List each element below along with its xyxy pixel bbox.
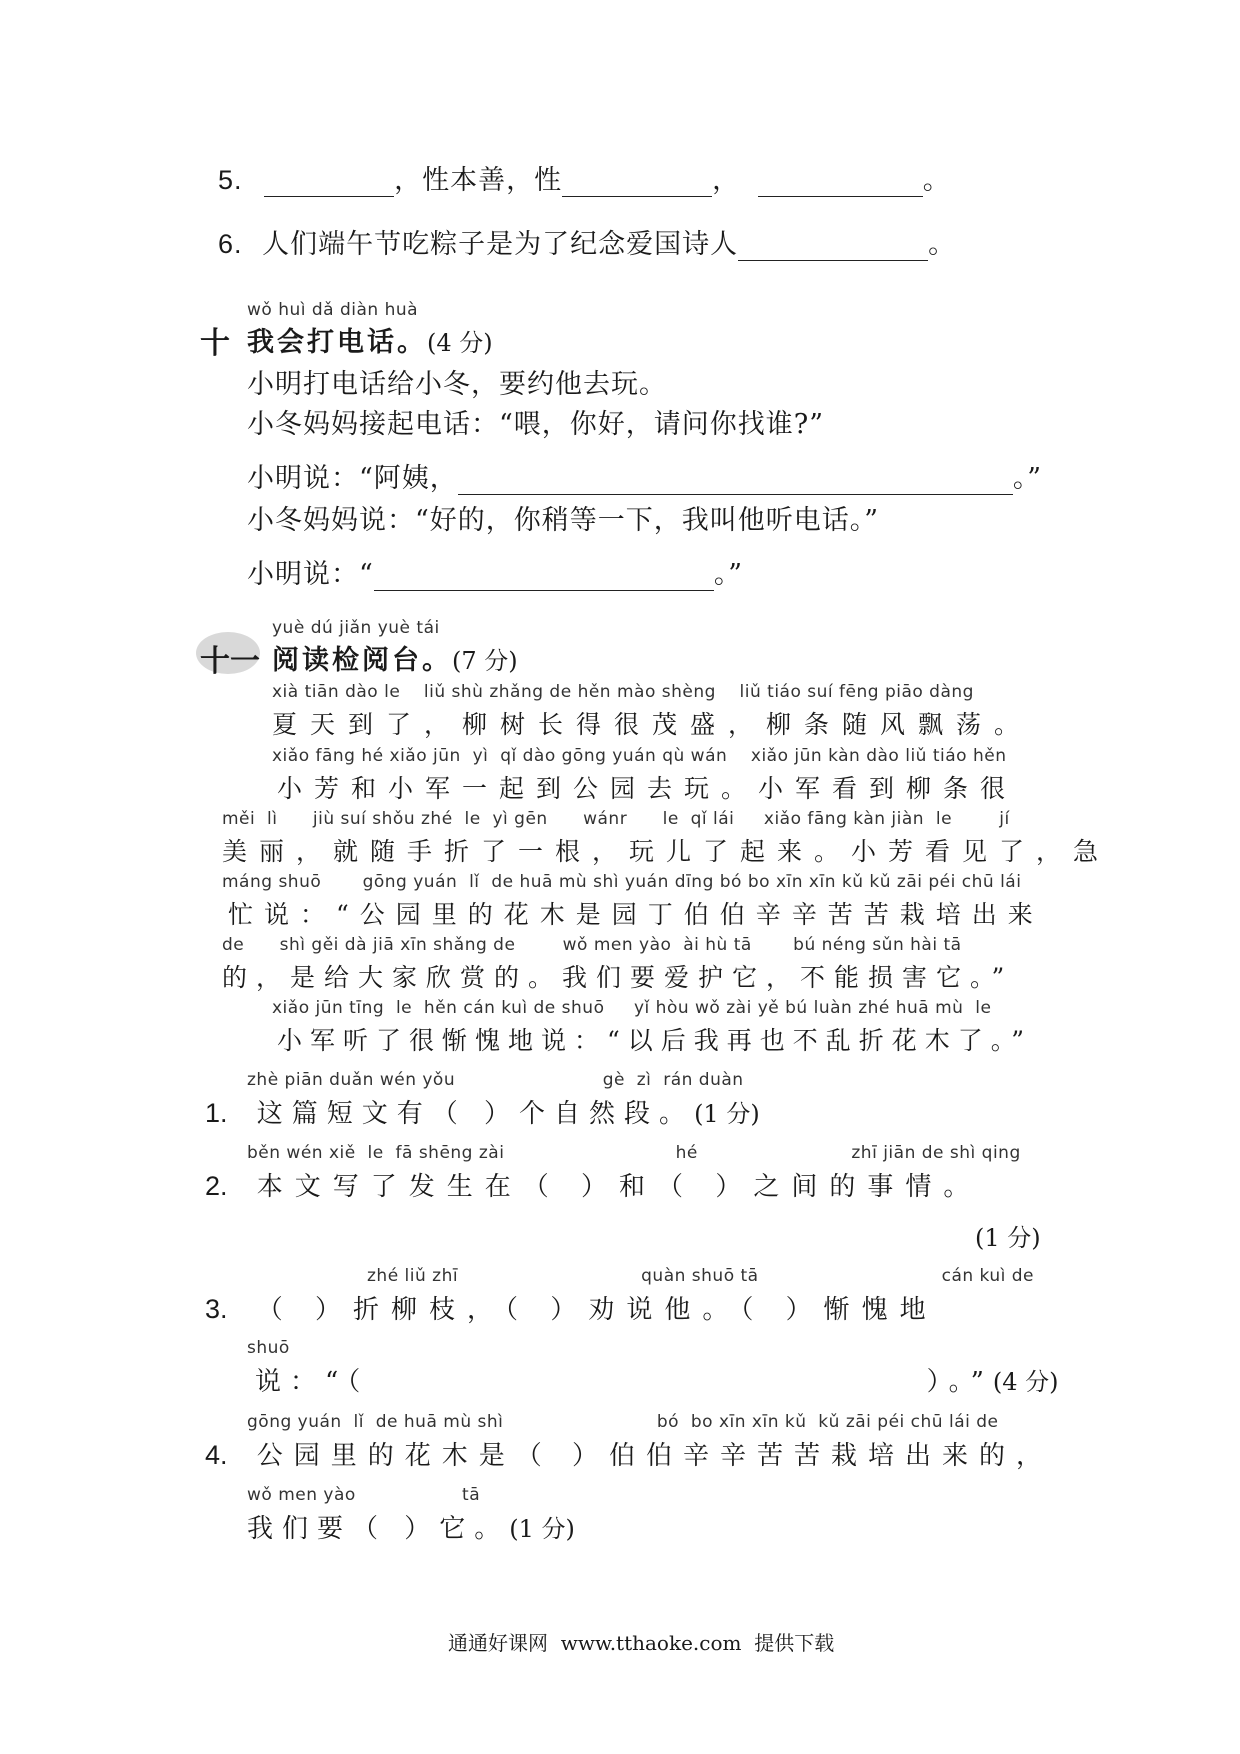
- passage-pinyin: xià tiān dào le liǔ shù zhǎng de hěn mào shèng liǔ tiáo suí fēng piāo dàng: [272, 682, 974, 702]
- question-text[interactable]: 公园里的花木是（ ）伯伯辛辛苦苦栽培出来的，: [256, 1441, 1054, 1471]
- question-text: 。: [922, 165, 951, 196]
- reading-question-1: [205, 1093, 760, 1130]
- phone-line-4: [247, 552, 743, 591]
- answer-blank[interactable]: [758, 168, 923, 197]
- reading-question-4-line-2: [247, 1508, 575, 1545]
- score-label: (4 分): [427, 329, 493, 357]
- section-title-pinyin: wǒ huì dǎ diàn huà: [247, 300, 419, 320]
- page-footer: 通通好课网 www.tthaoke.com 提供下载: [448, 1631, 835, 1655]
- section-title: [247, 320, 493, 359]
- passage-line: 小军听了很惭愧地说：“以后我再也不乱折花木了。”: [277, 1026, 1033, 1055]
- question-number: 5.: [218, 165, 243, 195]
- question-number: 2.: [205, 1171, 228, 1201]
- score-label: (7 分): [452, 647, 518, 675]
- question-text[interactable]: 这篇短文有（ ）个自然段。: [256, 1099, 695, 1129]
- question-number: 3.: [205, 1294, 228, 1324]
- question-text: ）。”: [926, 1367, 993, 1397]
- answer-blank[interactable]: [374, 562, 714, 591]
- passage-line: 夏天到了，柳树长得很茂盛，柳条随风飘荡。: [272, 710, 1033, 739]
- passage-line: 美丽，就随手折了一根，玩儿了起来。小芳看见了，急: [222, 837, 1111, 866]
- question-pinyin: gōng yuán lǐ de huā mù shì bó bo xīn xīn kǔ kǔ zāi péi chū lái de: [247, 1412, 999, 1432]
- section-badge: 十: [200, 326, 230, 361]
- dialogue-text: 小明说：“阿姨，: [247, 463, 458, 494]
- question-number: 1.: [205, 1098, 228, 1128]
- section-title-text: 阅读检阅台。: [272, 645, 452, 676]
- reading-question-4: [205, 1435, 1053, 1472]
- question-pinyin: zhè piān duǎn wén yǒu gè zì rán duàn: [247, 1070, 744, 1090]
- section-title: [272, 638, 518, 677]
- answer-blank[interactable]: [458, 466, 1013, 495]
- reading-question-3: [205, 1289, 938, 1326]
- passage-pinyin: měi lì jiù suí shǒu zhé le yì gēn wánr le qǐ lái xiǎo fāng kàn jiàn le jí: [222, 809, 1010, 829]
- question-text[interactable]: 我们要（ ）它。: [247, 1514, 510, 1544]
- section-badge: 十一: [200, 644, 260, 679]
- score-label: (1 分): [694, 1100, 760, 1128]
- question-5: [218, 158, 951, 197]
- passage-pinyin: xiǎo fāng hé xiǎo jūn yì qǐ dào gōng yuán qù wán xiǎo jūn kàn dào liǔ tiáo hěn: [272, 746, 1007, 766]
- question-pinyin: wǒ men yào tā: [247, 1485, 481, 1505]
- passage-pinyin: máng shuō gōng yuán lǐ de huā mù shì yuán dīng bó bo xīn xīn kǔ kǔ zāi péi chū lái: [222, 872, 1022, 892]
- section-title-text: 我会打电话。: [247, 327, 427, 358]
- passage-pinyin: de shì gěi dà jiā xīn shǎng de wǒ men yào ài hù tā bú néng sǔn hài tā: [222, 935, 962, 955]
- phone-intro: 小明打电话给小冬，要约他去玩。: [247, 369, 667, 400]
- question-pinyin: běn wén xiě le fā shēng zài hé zhī jiān de shì qing: [247, 1143, 1021, 1163]
- passage-line: 小芳和小军一起到公园去玩。小军看到柳条很: [277, 774, 1018, 803]
- passage-line: 的，是给大家欣赏的。我们要爱护它，不能损害它。”: [222, 963, 1014, 992]
- dialogue-text: 小明说：“: [247, 559, 374, 590]
- dialogue-text: 。”: [1012, 463, 1043, 494]
- score-label: (4 分): [992, 1368, 1059, 1396]
- answer-blank[interactable]: [738, 232, 928, 261]
- score-label: (1 分): [975, 1224, 1041, 1252]
- answer-blank[interactable]: [562, 168, 712, 197]
- score-label: (1 分): [509, 1515, 575, 1543]
- question-6: [218, 222, 956, 261]
- question-text[interactable]: 本文写了发生在（ ）和（ ）之间的事情。: [256, 1172, 982, 1202]
- answer-blank[interactable]: [264, 168, 394, 197]
- question-pinyin: shuō: [247, 1338, 290, 1358]
- reading-question-3-line-2: [255, 1361, 1059, 1398]
- phone-line-3: 小冬妈妈说：“好的，你稍等一下，我叫他听电话。”: [247, 505, 880, 536]
- question-text: ，性本善，性: [394, 165, 563, 196]
- passage-pinyin: xiǎo jūn tīng le hěn cán kuì de shuō yǐ hòu wǒ zài yě bú luàn zhé huā mù le: [272, 998, 992, 1018]
- passage-line: 忙说：“公园里的花木是园丁伯伯辛辛苦苦栽培出来: [228, 900, 1044, 929]
- phone-line-2: [247, 456, 1042, 495]
- question-pinyin: zhé liǔ zhī quàn shuō tā cán kuì de: [367, 1266, 1035, 1286]
- question-number: 4.: [205, 1440, 228, 1470]
- phone-line-1: 小冬妈妈接起电话：“喂，你好，请问你找谁?”: [247, 409, 825, 440]
- reading-question-2: [205, 1166, 981, 1203]
- question-text[interactable]: （ ）折柳枝，（ ）劝说他。（ ）惭愧地: [256, 1295, 938, 1325]
- question-text: 说：“（: [255, 1367, 370, 1397]
- question-text: 。: [928, 229, 957, 260]
- question-text: ，: [712, 165, 741, 196]
- question-number: 6.: [218, 229, 243, 259]
- section-title-pinyin: yuè dú jiǎn yuè tái: [272, 618, 440, 638]
- dialogue-text: 。”: [713, 559, 744, 590]
- question-text: 人们端午节吃粽子是为了纪念爱国诗人: [262, 229, 739, 260]
